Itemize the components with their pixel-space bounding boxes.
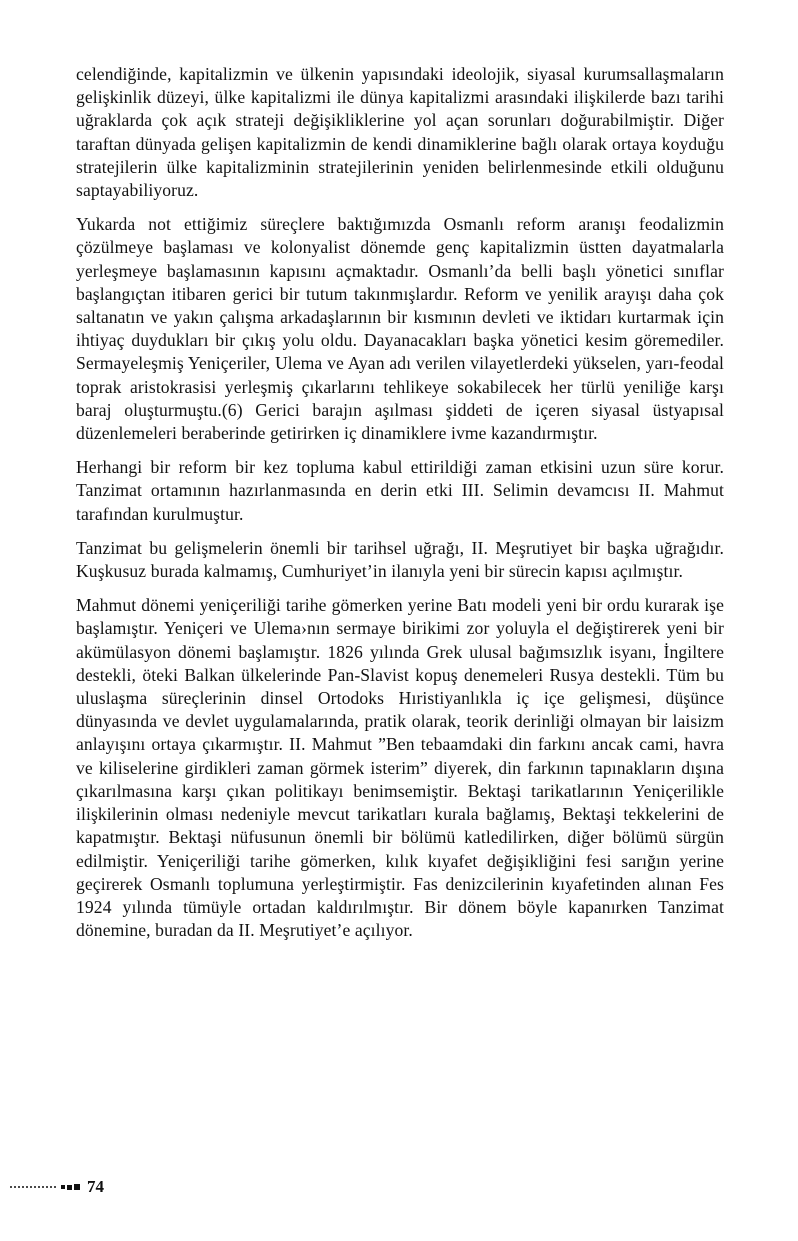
body-text	[76, 63, 724, 953]
page-number: 74	[87, 1177, 104, 1196]
paragraph: Herhangi bir reform bir kez topluma kabul ettirildiği zaman etkisini uzun süre korur. Tanzimat ortamının hazırlanmasında en derin etki III. Selimin devamcısı II. Mahmut tarafından kurulmuştur.	[76, 457, 724, 524]
footer-dotted-line-icon	[10, 1186, 56, 1188]
page-footer	[10, 1177, 104, 1197]
paragraph: Yukarda not ettiğimiz süreçlere baktığımızda Osmanlı reform aranışı feodalizmin çözülmeye başlaması ve kolonyalist dönemde genç kapitalizmin üstten dayatmalarla yerleşmeye başlamasının kapısını açmaktadır. Osmanlı’da belli başlı yönetici sınıflar başlangıçtan itibaren gerici bir tutum takınmışlardır. Reform ve yenilik arayışı daha çok saltanatın ve yakın çalışma arkadaşlarının bir kısmının devleti ve iktidarı kurtarmak için ihtiyaç duydukları bir çıkış yolu oldu. Dayanacakları başka yönetici kesim göremediler. Sermayeleşmiş Yeniçeriler, Ulema ve Ayan adı verilen vilayetlerdeki yükselen, yarı-feodal toprak aristokrasisi yerleşmiş çıkarlarını tehlikeye sokabilecek her türlü yeniliğe karşı baraj oluşturmuştu.(6) Gerici barajın aşılması şiddeti de içeren siyasal üstyapısal düzenlemeleri beraberinde getirirken iç dinamiklere ivme kazandırmıştır.	[76, 214, 724, 444]
paragraph: Mahmut dönemi yeniçeriliği tarihe gömerken yerine Batı modeli yeni bir ordu kurarak işe başlamıştır. Yeniçeri ve Ulema›nın sermaye birikimi zor yoluyla el değiştirerek yeni bir akümülasyon dönemi başlamıştır. 1826 yılında Grek ulusal bağımsızlık isyanı, İngiltere destekli, öteki Balkan ülkelerinde Pan-Slavist kopuş denemeleri Rusya destekli. Tüm bu uluslaşma süreçlerinin dinsel Ortodoks Hıristiyanlıkla iç içe gelişmesi, düşünce dünyasında ve devlet uygulamalarında, pratik olarak, teorik derinliği olmayan bir laisizm anlayışını ortaya çıkarmıştır. II. Mahmut ”Ben tebaamdaki din farkını ancak cami, havra ve kiliselerine girdikleri zaman görmek isterim” diyerek, din farkının tapınakların dışına çıkarılmasına karşı çıkan politikayı benimsemiştir. Bektaşi tarikatlarının Yeniçerilikle ilişkilerinin olması nedeniyle mevcut tarikatları kurala bağlamış, Bektaşi tekkelerini de kapatmıştır. Bektaşi nüfusunun önemli bir bölümü katledilirken, diğer bölümü sürgün edilmiştir. Yeniçeriliği tarihe gömerken, kılık kıyafet değişikliğini fesi sarığın yerine geçirerek Osmanlı toplumuna yerleştirmiştir. Fas denizcilerinin kıyafetinden alınan Fes 1924 yılında tümüyle ortadan kaldırılmıştır. Bir dönem böyle kapanırken Tanzimat dönemine, buradan da II. Meşrutiyet’e açılıyor.	[76, 595, 724, 941]
footer-squares-icon	[61, 1184, 80, 1190]
paragraph: celendiğinde, kapitalizmin ve ülkenin yapısındaki ideolojik, siyasal kurumsallaşmaların gelişkinlik düzeyi, ülke kapitalizmi ile dünya kapitalizmi arasındaki ilişkilerde bazı tarihi uğraklarda çok açık strateji değişikliklerine yol açan sorunları doğurabilmiştir. Diğer taraftan dünyada gelişen kapitalizmin de kendi dinamiklerine bağlı olarak ortaya koyduğu stratejilerin ülke kapitalizminin stratejilerinin yeniden belirlenmesinde etkili olduğunu saptayabiliyoruz.	[76, 64, 724, 201]
paragraph: Tanzimat bu gelişmelerin önemli bir tarihsel uğrağı, II. Meşrutiyet bir başka uğrağıdır. Kuşkusuz burada kalmamış, Cumhuriyet’in ilanıyla yeni bir sürecin kapısı açılmıştır.	[76, 537, 724, 582]
